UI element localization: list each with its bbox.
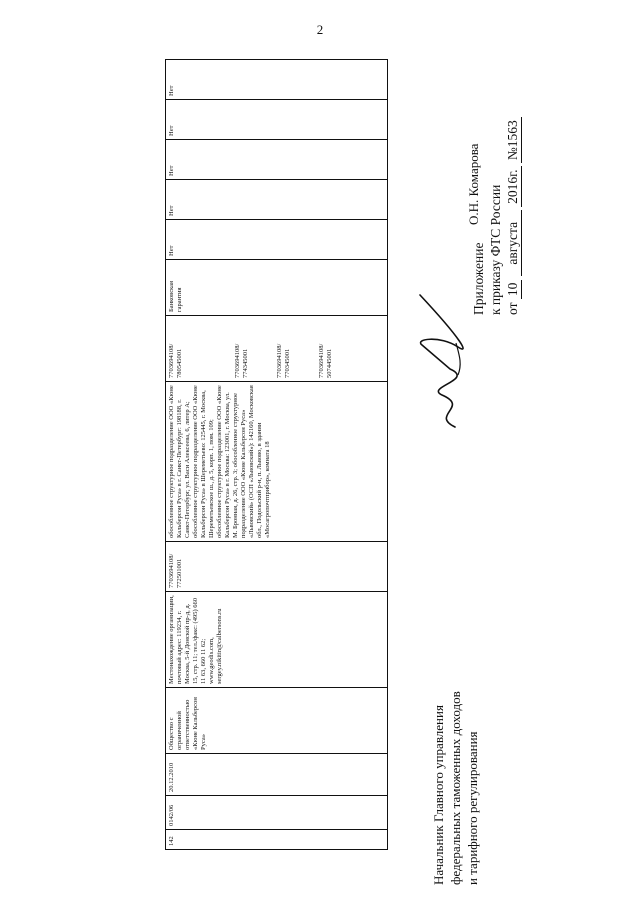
date-year: 2016г. — [504, 167, 522, 207]
cell-reg-no: 0142/06 — [166, 796, 388, 830]
cell-location: Местонахождение организации, почтовый адрес: 119234, г. Москва, 5-й Донской пр-д, д. 15, стр. 11; тел./факс: (495) 660 11 63, 660 11 62; www.geodis.com, sergey.nikitin@calbersons.ru — [166, 592, 388, 688]
cell-inn-kpp: 7703694108/ 772501001 — [166, 542, 388, 592]
cell-col10: Нет — [166, 180, 388, 220]
signatory-name: О.Н. Комарова — [466, 143, 481, 225]
date-month: августа — [504, 210, 522, 276]
sub-inn-kpp-2: 7703694108/ 774345001 — [234, 343, 249, 378]
cell-col11: Нет — [166, 140, 388, 180]
sub-inn-kpp-1: 7703694108/ 780545001 — [168, 343, 183, 378]
cell-col13: Нет — [166, 60, 388, 100]
signatory-title-line1: Начальник Главного управления — [431, 705, 446, 885]
sub-inn-kpp-4: 7703694108/ 507445001 — [318, 343, 333, 378]
cell-org-name: Общество с ограниченной ответственностью «Кюне Кальберсон Руса» — [166, 688, 388, 754]
cell-sub-inn-kpp — [166, 316, 388, 382]
handwritten-signature — [400, 285, 490, 435]
page-number: 2 — [316, 22, 324, 37]
date-day: 10 — [504, 280, 522, 300]
cell-date: 20.12.2010 — [166, 754, 388, 796]
cell-col9: Нет — [166, 220, 388, 260]
appendix-order-ref: к приказу ФТС России — [488, 184, 503, 315]
date-prefix: от — [505, 302, 520, 315]
signatory-title — [430, 691, 481, 885]
signatory-title-line3: и тарифного регулирования — [465, 731, 480, 885]
order-number: №1563 — [504, 117, 522, 163]
appendix-order-date — [504, 5, 522, 315]
appendix-title: Приложение — [471, 242, 486, 315]
cell-security: Банковская гарантия — [166, 260, 388, 316]
cell-no: 142 — [166, 830, 388, 850]
registry-table — [165, 59, 388, 850]
sub-inn-kpp-3: 7703694108/ 770345001 — [276, 343, 291, 378]
cell-subdivisions: обособленное структурное подразделение ООО «Кюне Кальберсон Руса» в г. Санкт-Петербург: 198188, г. Санкт-Петербург, ул. Васи Алексеева, 6, литер А; обособленное структурное подразделение ООО «Кюне Кальберсон Руса» в Шереметьево: 125445, г. Москва, Шереметьевское ш., д. 5, корп. 1, пом. 109; обособленное структурное подразделение ООО «Кюне Кальберсон Руса» в г. Москва: 123001, г. Москва, ул. М. Бронная, д. 26, стр. 3; обособленное структурное подразделение ООО «Кюне Кальберсон Руса» «Львовский» (ОСП «Львовский»): 142160, Московская обл., Подольский р-н, п. Львово, в здании «Мосагропочтприбор», комната 18 — [166, 382, 388, 542]
signatory-title-line2: федеральных таможенных доходов — [448, 691, 463, 885]
cell-col12: Нет — [166, 100, 388, 140]
table-row — [166, 60, 388, 850]
